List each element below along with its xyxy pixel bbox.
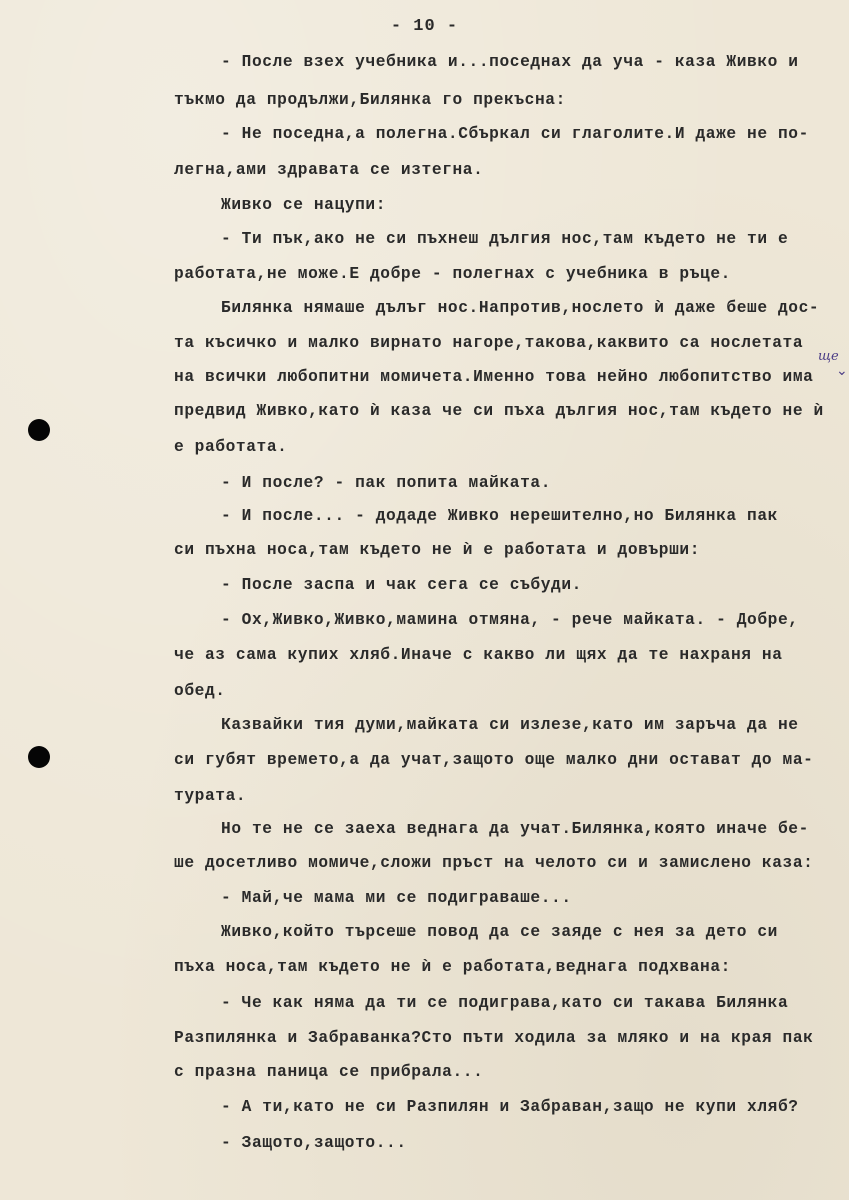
text-line: - Че как няма да ти се подиграва,като си такава Билянка <box>221 994 789 1012</box>
text-line: обед. <box>174 682 226 700</box>
text-line: пъха носа,там където не ѝ е работата,веднага подхвана: <box>174 958 731 976</box>
text-line: е работата. <box>174 438 288 456</box>
text-line: - И после? - пак попита майката. <box>221 474 552 492</box>
text-line: Билянка нямаше дълъг нос.Напротив,нослето ѝ даже беше дос- <box>221 299 820 317</box>
text-line: - После взех учебника и...поседнах да уча - каза Живко и <box>221 53 799 71</box>
page-number: - 10 - <box>390 17 459 36</box>
text-line: - Защото,защото... <box>221 1134 407 1152</box>
text-line: Но те не се заеха веднага да учат.Билянка,която иначе бе- <box>221 820 809 838</box>
text-line: - А ти,като не си Разпилян и Забраван,защо не купи хляб? <box>221 1098 799 1116</box>
text-line: ше досетливо момиче,сложи пръст на челото си и замислено каза: <box>174 854 814 872</box>
punch-hole <box>28 746 50 768</box>
text-line: - Ох,Живко,Живко,мамина отмяна, - рече майката. - Добре, <box>221 611 799 629</box>
text-line: та късичко и малко вирнато нагоре,такова,каквито са нослетата <box>174 334 804 352</box>
text-line: си пъхна носа,там където не ѝ е работата и довърши: <box>174 541 701 559</box>
text-line: - Ти пък,ако не си пъхнеш дългия нос,там където не ти е <box>221 230 789 248</box>
text-line: Разпилянка и Забраванка?Сто пъти ходила за мляко и на края пак <box>174 1029 814 1047</box>
handwritten-annotation: ще <box>818 349 839 364</box>
text-line: си губят времето,а да учат,защото още малко дни остават до ма- <box>174 751 814 769</box>
text-line: - Не поседна,а полегна.Сбъркал си глаголите.И даже не по- <box>221 125 809 143</box>
text-line: турата. <box>174 787 247 805</box>
text-line: работата,не може.Е добре - полегнах с учебника в ръце. <box>174 265 731 283</box>
text-line: тъкмо да продължи,Билянка го прекъсна: <box>174 91 566 109</box>
text-line: - И после... - додаде Живко нерешително,но Билянка пак <box>221 507 778 525</box>
text-line: - После заспа и чак сега се събуди. <box>221 576 582 594</box>
text-line: Казвайки тия думи,майката си излезе,като им заръча да не <box>221 716 799 734</box>
text-line: че аз сама купих хляб.Иначе с какво ли щях да те нахраня на <box>174 646 783 664</box>
text-line: Живко се нацупи: <box>221 196 387 214</box>
text-line: легна,ами здравата се изтегна. <box>174 161 484 179</box>
text-line: предвид Живко,като ѝ каза че си пъха дългия нос,там където не ѝ <box>174 402 824 420</box>
punch-hole <box>28 419 50 441</box>
text-line: на всички любопитни момичета.Именно това нейно любопитство има <box>174 368 814 386</box>
text-line: Живко,който търсеше повод да се заяде с нея за дето си <box>221 923 778 941</box>
text-line: с празна паница се прибрала... <box>174 1063 484 1081</box>
insertion-caret: ⌄ <box>836 363 848 379</box>
text-line: - Май,че мама ми се подиграваше... <box>221 889 572 907</box>
